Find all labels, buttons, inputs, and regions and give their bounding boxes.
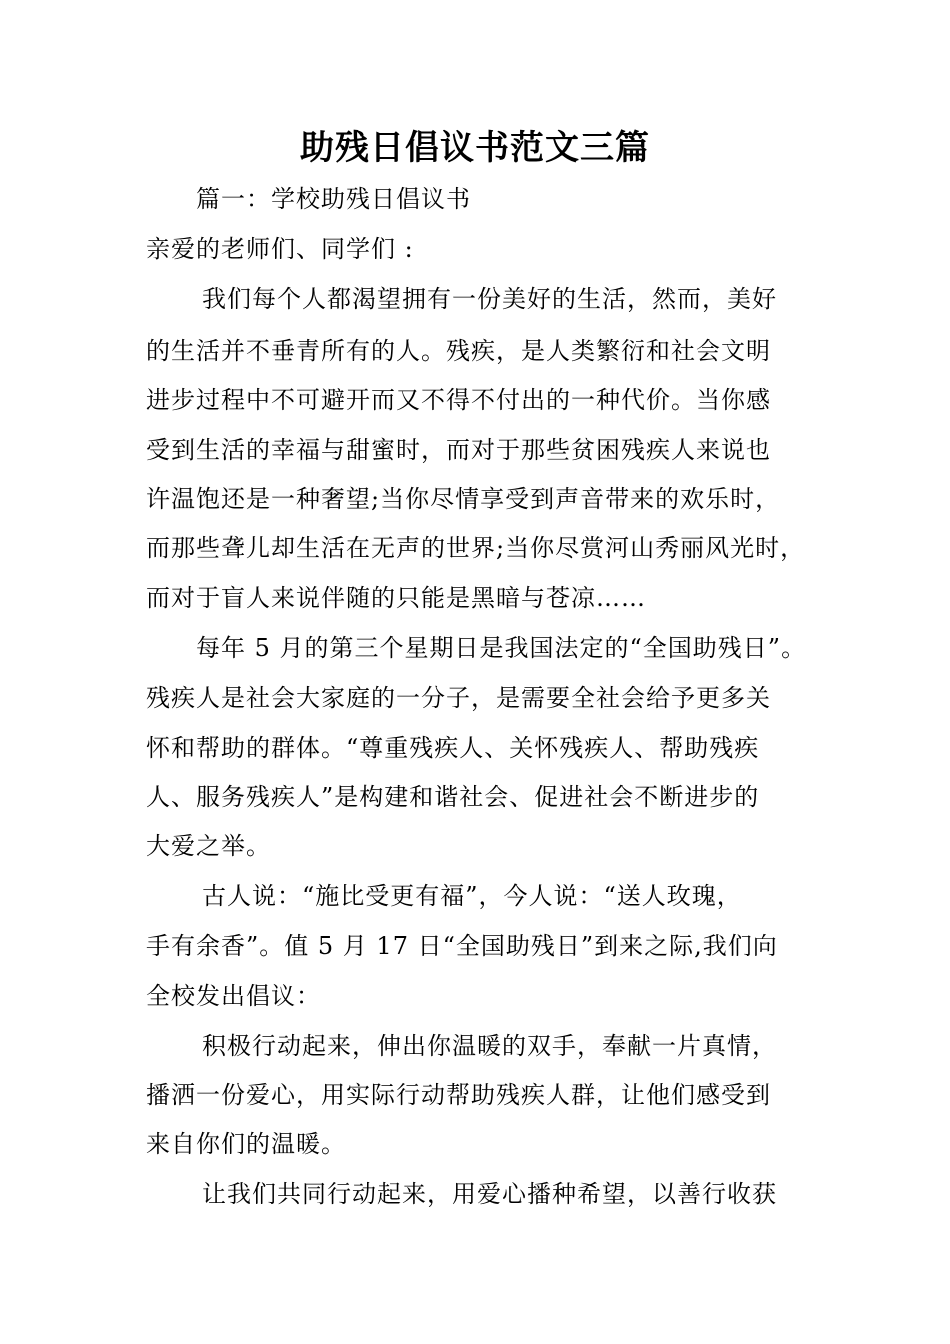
paragraph-line: 人、服务残疾人”是构建和谐社会、促进社会不断进步的 xyxy=(146,783,760,811)
paragraph-line: 来自你们的温暖。 xyxy=(146,1130,346,1158)
paragraph-line: 古人说：“施比受更有福”，今人说：“送人玫瑰， xyxy=(202,882,742,910)
paragraph-line: 积极行动起来，伸出你温暖的双手，奉献一片真情， xyxy=(202,1032,777,1060)
paragraph-line: 让我们共同行动起来，用爱心播种希望，以善行收获 xyxy=(202,1180,777,1208)
paragraph-line: 我们每个人都渴望拥有一份美好的生活，然而，美好 xyxy=(202,285,777,313)
paragraph-line: 全校发出倡议： xyxy=(146,982,321,1010)
paragraph-line: 手有余香”。值 5 月 17 日“全国助残日”到来之际,我们向 xyxy=(146,932,778,960)
paragraph-line: 播洒一份爱心，用实际行动帮助残疾人群，让他们感受到 xyxy=(146,1081,771,1109)
section-heading: 篇一：学校助残日倡议书 xyxy=(196,185,471,213)
paragraph-line: 的生活并不垂青所有的人。残疾，是人类繁衍和社会文明 xyxy=(146,337,771,365)
paragraph-line: 大爱之举。 xyxy=(146,832,271,860)
paragraph-line: 每年 5 月的第三个星期日是我国法定的“全国助残日”。 xyxy=(196,634,807,662)
paragraph-line: 许温饱还是一种奢望;当你尽情享受到声音带来的欢乐时， xyxy=(146,485,781,513)
paragraph-line: 而对于盲人来说伴随的只能是黑暗与苍凉…… xyxy=(146,584,646,612)
salutation: 亲爱的老师们、同学们 : xyxy=(146,235,414,263)
paragraph-line: 受到生活的幸福与甜蜜时，而对于那些贫困残疾人来说也 xyxy=(146,436,771,464)
document-title: 助残日倡议书范文三篇 xyxy=(300,128,650,168)
paragraph-line: 而那些聋儿却生活在无声的世界;当你尽赏河山秀丽风光时， xyxy=(146,534,806,562)
paragraph-line: 进步过程中不可避开而又不得不付出的一种代价。当你感 xyxy=(146,386,771,414)
paragraph-line: 怀和帮助的群体。“尊重残疾人、关怀残疾人、帮助残疾 xyxy=(146,734,760,762)
paragraph-line: 残疾人是社会大家庭的一分子，是需要全社会给予更多关 xyxy=(146,684,771,712)
